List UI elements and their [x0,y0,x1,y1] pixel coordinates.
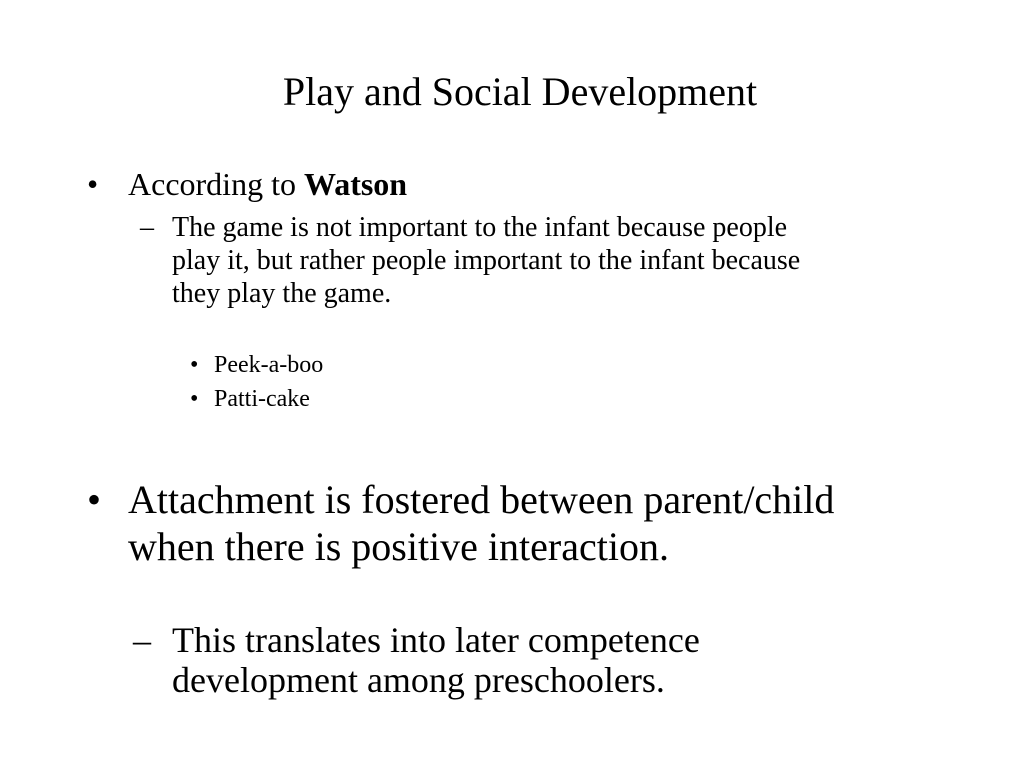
lead-text: According to [128,166,304,202]
example-peek-a-boo: Peek-a-boo [214,352,324,378]
sub-line-3: they play the game. [172,278,392,309]
lead-bold-name: Watson [303,166,408,202]
attachment-line-1: Attachment is fostered between parent/child [128,477,835,522]
bullet-marker: • [87,477,102,522]
bullet-marker: • [87,166,99,202]
translation-line-2: development among preschoolers. [172,660,665,700]
dash-marker: – [133,620,151,660]
sub-line-1: The game is not important to the infant because people [172,212,788,243]
dash-marker: – [140,212,154,243]
example-patti-cake: Patti-cake [214,386,310,412]
attachment-line-2: when there is positive interaction. [128,524,669,569]
translation-line-1: This translates into later competence [172,620,700,660]
sub-line-2: play it, but rather people important to the infant because [172,245,801,276]
slide-title: Play and Social Development [282,69,758,114]
bullet-marker: • [190,352,199,378]
bullet-according-to-watson [128,166,407,202]
bullet-marker: • [190,386,199,412]
